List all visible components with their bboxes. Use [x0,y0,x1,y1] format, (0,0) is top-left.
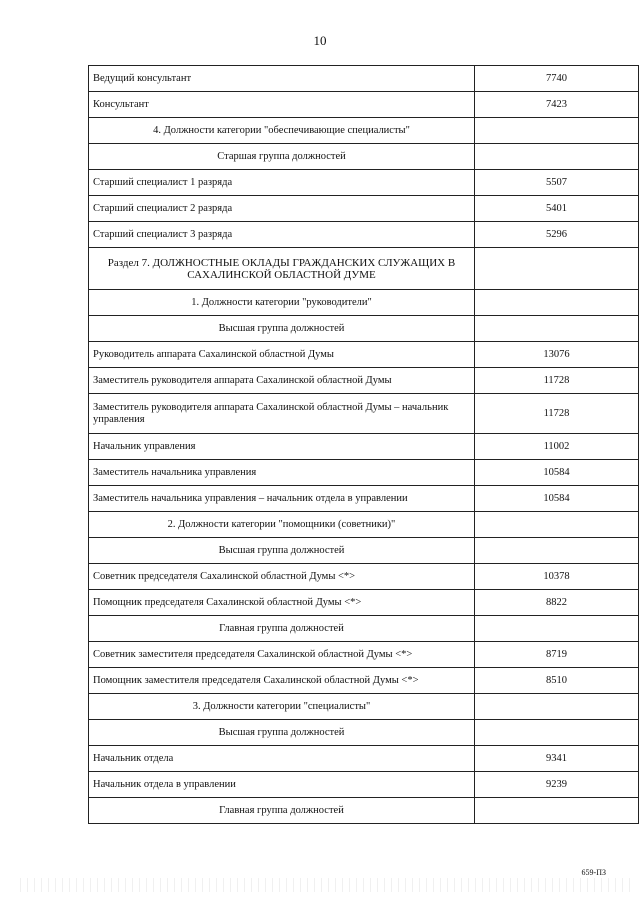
table-row [89,394,639,434]
salary-value [475,290,639,316]
table-row [89,460,639,486]
position-name: Высшая группа должностей [89,316,475,342]
table-group-row [89,616,639,642]
position-name: Начальник отдела в управлении [89,772,475,798]
salary-value: 11002 [475,434,639,460]
salary-value: 5296 [475,222,639,248]
table-row [89,564,639,590]
table-row [89,66,639,92]
salary-value: 5507 [475,170,639,196]
salary-value [475,316,639,342]
salary-value: 7423 [475,92,639,118]
salary-value [475,118,639,144]
document-code: 659-ПЗ [581,868,606,877]
salary-value [475,616,639,642]
position-name: Советник председателя Сахалинской областной Думы <*> [89,564,475,590]
table-row [89,486,639,512]
position-name: Начальник отдела [89,746,475,772]
salary-value [475,248,639,290]
salary-value [475,720,639,746]
salary-value: 9239 [475,772,639,798]
salary-value [475,144,639,170]
position-name: Помощник председателя Сахалинской областной Думы <*> [89,590,475,616]
salary-value [475,538,639,564]
salary-value [475,694,639,720]
table-row [89,642,639,668]
salary-value: 10584 [475,486,639,512]
table-group-row [89,538,639,564]
position-name: 2. Должности категории "помощники (советники)" [89,512,475,538]
salary-value: 11728 [475,394,639,434]
salary-value: 8822 [475,590,639,616]
salary-value: 9341 [475,746,639,772]
table-row [89,170,639,196]
position-name: Главная группа должностей [89,798,475,824]
position-name: Заместитель начальника управления [89,460,475,486]
table-row [89,668,639,694]
table-row [89,342,639,368]
salary-value: 8719 [475,642,639,668]
position-name: 1. Должности категории "руководители" [89,290,475,316]
table-row [89,772,639,798]
table-group-row [89,798,639,824]
salary-value [475,512,639,538]
page-number: 10 [313,33,327,48]
salary-value: 7740 [475,66,639,92]
position-name: Старший специалист 3 разряда [89,222,475,248]
position-name: Ведущий консультант [89,66,475,92]
position-name: Старший специалист 2 разряда [89,196,475,222]
position-name: Консультант [89,92,475,118]
table-row [89,590,639,616]
position-name: 4. Должности категории "обеспечивающие специалисты" [89,118,475,144]
table-group-row [89,720,639,746]
table-row [89,434,639,460]
position-name: Старший специалист 1 разряда [89,170,475,196]
salary-value: 5401 [475,196,639,222]
table-row [89,368,639,394]
table-row [89,222,639,248]
table-section-row [89,248,639,290]
position-name: 3. Должности категории "специалисты" [89,694,475,720]
position-name: Раздел 7. ДОЛЖНОСТНЫЕ ОКЛАДЫ ГРАЖДАНСКИХ СЛУЖАЩИХ В САХАЛИНСКОЙ ОБЛАСТНОЙ ДУМЕ [89,248,475,290]
position-name: Высшая группа должностей [89,720,475,746]
table-row [89,196,639,222]
salary-value: 13076 [475,342,639,368]
salary-table-body [89,66,639,824]
scan-artifact [20,878,630,892]
table-row [89,92,639,118]
table-header-row [89,290,639,316]
salary-value: 10584 [475,460,639,486]
salary-value: 10378 [475,564,639,590]
table-header-row [89,118,639,144]
position-name: Заместитель руководителя аппарата Сахалинской областной Думы [89,368,475,394]
position-name: Советник заместителя председателя Сахалинской областной Думы <*> [89,642,475,668]
salary-table [88,65,639,824]
position-name: Заместитель начальника управления – начальник отдела в управлении [89,486,475,512]
table-header-row [89,694,639,720]
position-name: Заместитель руководителя аппарата Сахалинской областной Думы – начальник управления [89,394,475,434]
table-header-row [89,512,639,538]
position-name: Помощник заместителя председателя Сахалинской областной Думы <*> [89,668,475,694]
position-name: Старшая группа должностей [89,144,475,170]
position-name: Начальник управления [89,434,475,460]
position-name: Руководитель аппарата Сахалинской областной Думы [89,342,475,368]
table-group-row [89,144,639,170]
position-name: Высшая группа должностей [89,538,475,564]
table-row [89,746,639,772]
salary-value: 8510 [475,668,639,694]
position-name: Главная группа должностей [89,616,475,642]
salary-value [475,798,639,824]
table-group-row [89,316,639,342]
salary-value: 11728 [475,368,639,394]
